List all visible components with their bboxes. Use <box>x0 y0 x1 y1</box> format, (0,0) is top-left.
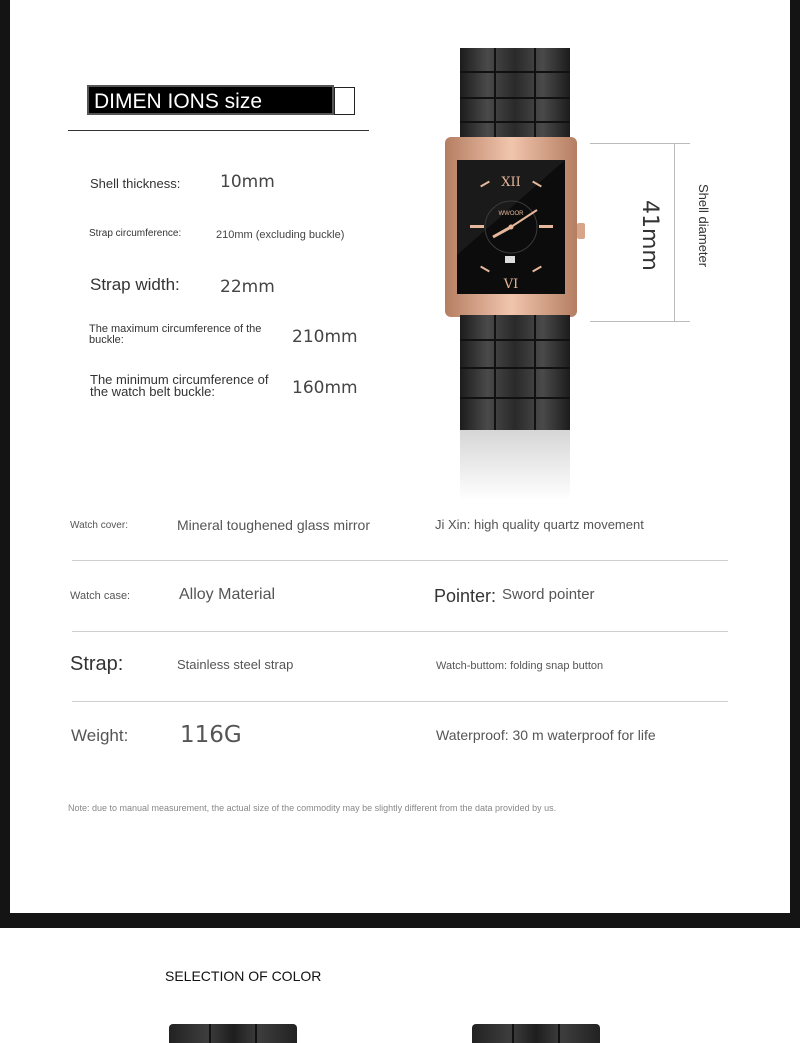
table-divider <box>72 701 728 702</box>
weight-value: 116G <box>180 722 242 748</box>
section-separator <box>0 913 800 928</box>
watch-case-label: Watch case: <box>70 590 131 602</box>
strap-value: Stainless steel strap <box>177 657 294 672</box>
max-circumference-value: 210mm <box>292 327 358 347</box>
watch-cover-label: Watch cover: <box>70 520 128 531</box>
svg-text:VI: VI <box>503 277 519 292</box>
frame-left <box>0 0 10 913</box>
selection-title: SELECTION OF COLOR <box>165 968 322 984</box>
dimension-line-vertical <box>674 143 675 321</box>
strap-width-label: Strap width: <box>90 275 180 294</box>
strap-circumference-label: Strap circumference: <box>89 228 182 239</box>
min-circumference-label: The minimum circumference of the watch belt buckle: <box>90 372 269 399</box>
dimension-line-top <box>590 143 690 144</box>
waterproof-text: Waterproof: 30 m waterproof for life <box>436 727 656 743</box>
movement-text: Ji Xin: high quality quartz movement <box>435 517 644 532</box>
color-option-watch[interactable] <box>472 1024 600 1043</box>
measurement-note: Note: due to manual measurement, the actual size of the commodity may be slightly different from the data provided by us. <box>68 803 557 813</box>
pointer-label: Pointer: <box>434 586 497 606</box>
table-divider <box>72 560 728 561</box>
table-divider <box>72 631 728 632</box>
weight-label: Weight: <box>71 726 129 745</box>
shell-diameter-value: 41mm <box>637 200 662 271</box>
watch-case-value: Alloy Material <box>179 586 276 603</box>
strap-circumference-value: 210mm (excluding buckle) <box>216 229 345 241</box>
frame-right <box>790 0 800 913</box>
min-circumference-value: 160mm <box>292 378 358 398</box>
color-selection-section <box>0 928 800 1043</box>
watch-bottom-text: Watch-buttom: folding snap button <box>436 660 604 672</box>
watch-cover-value: Mineral toughened glass mirror <box>177 517 370 533</box>
svg-text:WWOOR: WWOOR <box>498 211 524 217</box>
spec-panel <box>10 0 790 913</box>
dimensions-title: DIMEN IONS size <box>87 85 334 115</box>
title-divider <box>68 130 369 131</box>
shell-thickness-value: 10mm <box>220 172 275 192</box>
strap-width-value: 22mm <box>220 277 275 297</box>
dimension-line-bottom <box>590 321 690 322</box>
shell-thickness-label: Shell thickness: <box>90 176 181 191</box>
color-option-watch[interactable] <box>169 1024 297 1043</box>
svg-text:XII: XII <box>501 175 521 190</box>
strap-label: Strap: <box>70 653 124 675</box>
title-tail-box <box>334 87 355 115</box>
max-circumference-label: The maximum circumference of the buckle: <box>89 323 262 346</box>
watch-image <box>435 40 595 510</box>
pointer-value: Sword pointer <box>502 586 595 603</box>
shell-diameter-label: Shell diameter <box>696 184 711 268</box>
